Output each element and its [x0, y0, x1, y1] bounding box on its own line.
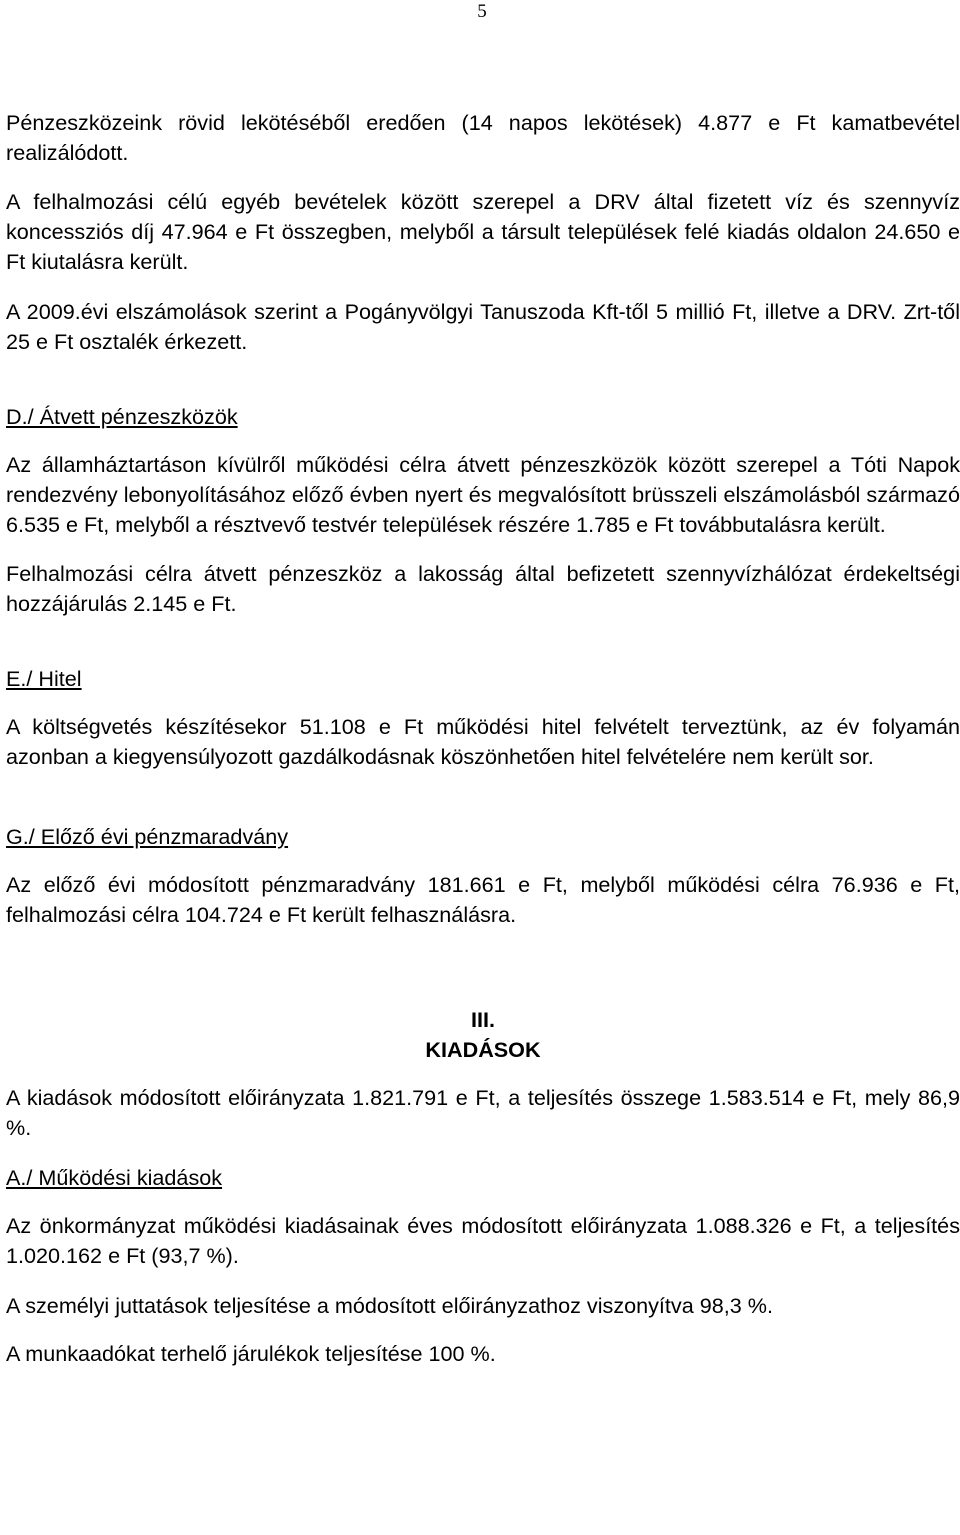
chapter-title: KIADÁSOK	[425, 1037, 541, 1062]
subsection-a-paragraph-operating: Az önkormányzat működési kiadásainak éves módosított előirányzata 1.088.326 e Ft, a teljesítés 1.020.162 e Ft (93,7 %).	[6, 1213, 960, 1268]
subsection-a-paragraph-contributions: A munkaadókat terhelő járulékok teljesítése 100 %.	[6, 1341, 496, 1366]
paragraph-interest-income: Pénzeszközeink rövid lekötéséből eredően (14 napos lekötések) 4.877 e Ft kamatbevétel realizálódott.	[6, 110, 960, 165]
page-number: 5	[477, 1, 487, 22]
subsection-a-heading: A./ Működési kiadások	[6, 1165, 223, 1190]
document-body	[6, 108, 960, 1369]
section-e-heading: E./ Hitel	[6, 666, 82, 691]
section-e-paragraph: A költségvetés készítésekor 51.108 e Ft működési hitel felvételt terveztünk, az év folyamán azonban a kiegyensúlyozott gazdálkodásnak köszönhetően hitel felvételére nem került sor.	[6, 714, 960, 769]
section-g-paragraph: Az előző évi módosított pénzmaradvány 181.661 e Ft, melyből működési célra 76.936 e Ft, felhalmozási célra 104.724 e Ft került felhasználásra.	[6, 872, 960, 927]
chapter-paragraph-expenditures: A kiadások módosított előirányzata 1.821.791 e Ft, a teljesítés összege 1.583.514 e Ft, mely 86,9 %.	[6, 1085, 960, 1140]
section-d-heading: D./ Átvett pénzeszközök	[6, 404, 238, 429]
chapter-number: III.	[471, 1007, 495, 1032]
paragraph-dividends: A 2009.évi elszámolások szerint a Pogányvölgyi Tanuszoda Kft-től 5 millió Ft, illetve a DRV. Zrt-től 25 e Ft osztalék érkezett.	[6, 299, 960, 354]
section-g-heading: G./ Előző évi pénzmaradvány	[6, 824, 289, 849]
paragraph-concession-fee: A felhalmozási célú egyéb bevételek között szerepel a DRV által fizetett víz és szennyvíz koncessziós díj 47.964 e Ft összegben, melyből a társult települések felé kiadás oldalon 24.650 e Ft kiutalásra került.	[6, 189, 960, 274]
section-d-paragraph-operating: Az államháztartáson kívülről működési célra átvett pénzeszközök között szerepel a Tóti Napok rendezvény lebonyolításához előző évben nyert és megvalósított brüsszeli elszámolásból származó 6.535 e Ft, melyből a résztvevő testvér települések részére 1.785 e Ft továbbutalásra került.	[6, 452, 960, 537]
subsection-a-paragraph-personnel: A személyi juttatások teljesítése a módosított előirányzathoz viszonyítva 98,3 %.	[6, 1293, 773, 1318]
section-d-paragraph-accumulation: Felhalmozási célra átvett pénzeszköz a lakosság által befizetett szennyvízhálózat érdekeltségi hozzájárulás 2.145 e Ft.	[6, 561, 960, 616]
